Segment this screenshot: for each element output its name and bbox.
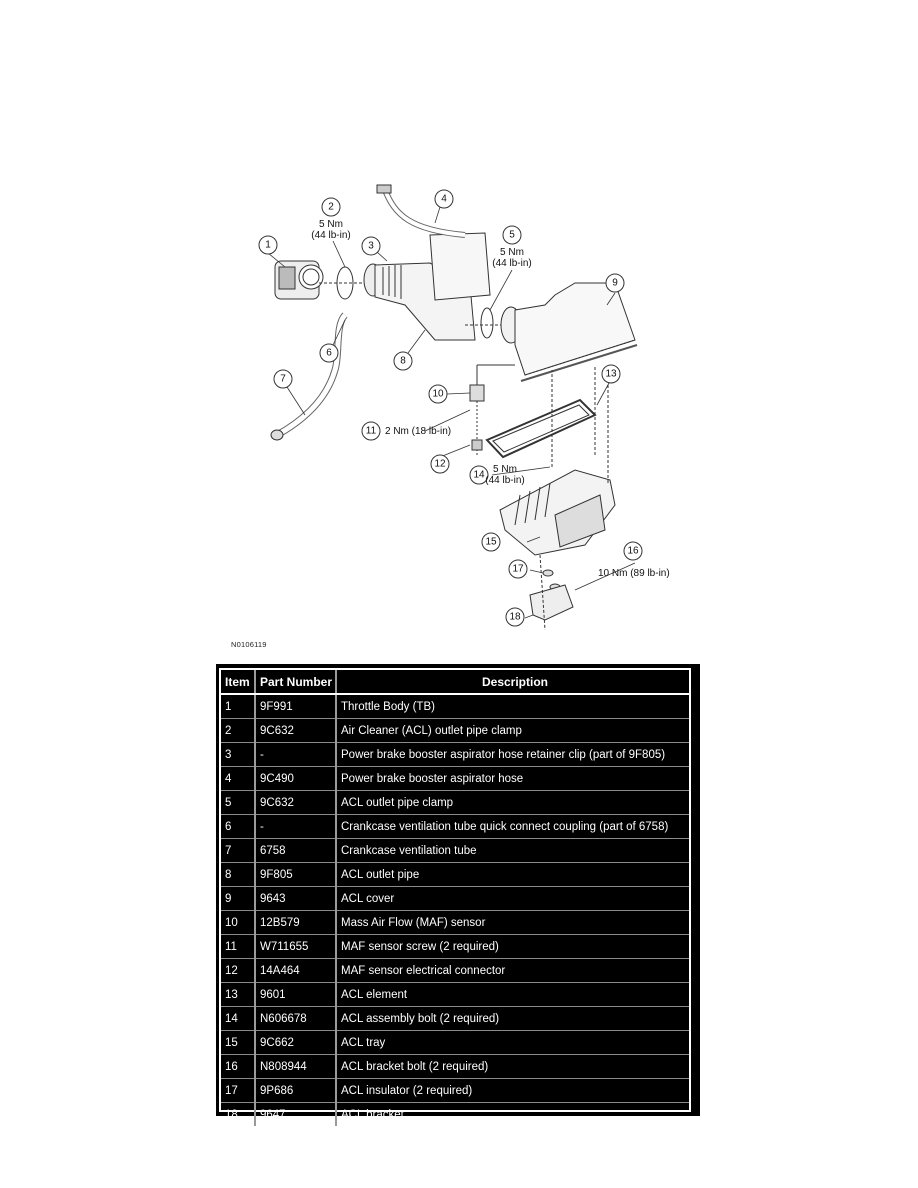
cell-item: 13 — [221, 983, 255, 1007]
callout-12 — [431, 455, 449, 473]
cell-item: 7 — [221, 839, 255, 863]
svg-text:5 Nm: 5 Nm — [500, 247, 524, 258]
svg-text:13: 13 — [605, 368, 617, 380]
callout-15 — [482, 533, 500, 551]
svg-text:(44 lb-in): (44 lb-in) — [492, 258, 532, 269]
callout-5 — [492, 226, 531, 269]
table-row — [221, 694, 689, 719]
callout-18 — [506, 608, 524, 626]
svg-text:10: 10 — [432, 388, 444, 400]
cell-part: 6758 — [255, 839, 336, 863]
cell-desc: ACL element — [336, 983, 689, 1007]
cell-item: 5 — [221, 791, 255, 815]
header-description: Description — [336, 670, 689, 694]
table-row — [221, 839, 689, 863]
table-row — [221, 887, 689, 911]
cell-item: 10 — [221, 911, 255, 935]
table-row — [221, 959, 689, 983]
cell-desc: Crankcase ventilation tube quick connect coupling (part of 6758) — [336, 815, 689, 839]
exploded-view-diagram — [225, 175, 695, 635]
cell-item: 14 — [221, 1007, 255, 1031]
table-row — [221, 1055, 689, 1079]
table-header-row — [221, 670, 689, 694]
header-item: Item — [221, 670, 255, 694]
svg-text:11: 11 — [365, 425, 377, 437]
callout-1 — [259, 236, 277, 254]
cell-desc: ACL cover — [336, 887, 689, 911]
table-row — [221, 767, 689, 791]
svg-text:7: 7 — [280, 373, 286, 385]
svg-text:17: 17 — [512, 563, 524, 575]
cell-part: N808944 — [255, 1055, 336, 1079]
table-row — [221, 1079, 689, 1103]
table-row — [221, 1031, 689, 1055]
cell-part: 9C632 — [255, 791, 336, 815]
cell-item: 17 — [221, 1079, 255, 1103]
svg-text:10 Nm (89 lb-in): 10 Nm (89 lb-in) — [598, 568, 670, 579]
table-row — [221, 863, 689, 887]
svg-text:1: 1 — [265, 239, 271, 251]
callout-7 — [274, 370, 292, 388]
cell-part: N606678 — [255, 1007, 336, 1031]
cell-part: 9F805 — [255, 863, 336, 887]
callout-8 — [394, 352, 412, 370]
cell-item: 16 — [221, 1055, 255, 1079]
callout-13 — [602, 365, 620, 383]
acl-element-part — [487, 400, 595, 457]
cell-desc: Power brake booster aspirator hose retainer clip (part of 9F805) — [336, 743, 689, 767]
callout-4 — [435, 190, 453, 208]
cell-desc: ACL outlet pipe clamp — [336, 791, 689, 815]
cell-desc: Crankcase ventilation tube — [336, 839, 689, 863]
cell-part: 9P686 — [255, 1079, 336, 1103]
cell-desc: MAF sensor electrical connector — [336, 959, 689, 983]
svg-text:2 Nm (18 lb-in): 2 Nm (18 lb-in) — [385, 426, 452, 437]
table-row — [221, 791, 689, 815]
cell-item: 1 — [221, 694, 255, 719]
table-row — [221, 743, 689, 767]
svg-text:8: 8 — [400, 355, 406, 367]
cell-part: 9C490 — [255, 767, 336, 791]
table-body — [221, 694, 689, 1126]
cell-item: 8 — [221, 863, 255, 887]
cell-item: 15 — [221, 1031, 255, 1055]
callout-9 — [606, 274, 624, 292]
parts-table-container — [216, 664, 700, 1121]
cell-desc: Air Cleaner (ACL) outlet pipe clamp — [336, 719, 689, 743]
cell-part: 9F991 — [255, 694, 336, 719]
parts-table — [219, 668, 691, 1121]
throttle-body-part — [275, 261, 323, 299]
svg-text:(44 lb-in): (44 lb-in) — [485, 475, 525, 486]
cell-part: - — [255, 743, 336, 767]
svg-text:5 Nm: 5 Nm — [319, 219, 343, 230]
cell-item: 11 — [221, 935, 255, 959]
cell-desc: ACL bracket — [341, 1108, 404, 1121]
cell-desc: ACL assembly bolt (2 required) — [336, 1007, 689, 1031]
cell-part: 9601 — [255, 983, 336, 1007]
callout-3 — [362, 237, 380, 255]
header-part-number: Part Number — [255, 670, 336, 694]
callout-16 — [598, 542, 670, 579]
cell-desc: ACL bracket bolt (2 required) — [336, 1055, 689, 1079]
svg-text:2: 2 — [328, 201, 334, 213]
svg-text:4: 4 — [441, 193, 447, 205]
cell-part: 12B579 — [255, 911, 336, 935]
cell-item: 12 — [221, 959, 255, 983]
table-row — [221, 911, 689, 935]
callout-10 — [429, 385, 447, 403]
diagram-drawing — [225, 175, 695, 635]
svg-text:12: 12 — [434, 458, 446, 470]
table-row — [221, 1007, 689, 1031]
cell-desc: Mass Air Flow (MAF) sensor — [336, 911, 689, 935]
figure-id-label: N0106119 — [231, 640, 267, 649]
cell-part: 9C632 — [255, 719, 336, 743]
svg-text:14: 14 — [473, 469, 485, 481]
svg-text:3: 3 — [368, 240, 374, 252]
cell-part: 14A464 — [255, 959, 336, 983]
svg-text:15: 15 — [485, 536, 497, 548]
cell-desc: ACL outlet pipe — [336, 863, 689, 887]
table-row — [221, 1103, 689, 1127]
cell-item: 18 — [221, 1103, 255, 1127]
table-row — [221, 935, 689, 959]
callout-14 — [470, 464, 525, 486]
cell-desc: Power brake booster aspirator hose — [336, 767, 689, 791]
outlet-pipe-part — [364, 233, 490, 340]
cell-part: 9C662 — [255, 1031, 336, 1055]
svg-text:6: 6 — [326, 347, 332, 359]
table-row — [221, 815, 689, 839]
cell-item: 3 — [221, 743, 255, 767]
svg-text:9: 9 — [612, 277, 618, 289]
acl-cover-part — [501, 283, 637, 381]
cell-part: - — [255, 815, 336, 839]
cell-item: 6 — [221, 815, 255, 839]
svg-text:16: 16 — [627, 545, 639, 557]
cell-desc: ACL insulator (2 required) — [336, 1079, 689, 1103]
svg-text:18: 18 — [509, 611, 521, 623]
cell-desc: ACL tray — [336, 1031, 689, 1055]
cell-item: 4 — [221, 767, 255, 791]
callout-2 — [311, 198, 350, 241]
cell-item: 2 — [221, 719, 255, 743]
cell-part: 9647 — [255, 1103, 336, 1127]
table-row — [221, 719, 689, 743]
svg-text:(44 lb-in): (44 lb-in) — [311, 230, 351, 241]
svg-text:5 Nm: 5 Nm — [493, 464, 517, 475]
cell-desc: Throttle Body (TB) — [336, 694, 689, 719]
table-row — [221, 983, 689, 1007]
cell-desc: MAF sensor screw (2 required) — [336, 935, 689, 959]
cell-part: 9643 — [255, 887, 336, 911]
callout-6 — [320, 344, 338, 362]
cell-part: W711655 — [255, 935, 336, 959]
cell-item: 9 — [221, 887, 255, 911]
svg-text:5: 5 — [509, 229, 515, 241]
callout-17 — [509, 560, 527, 578]
